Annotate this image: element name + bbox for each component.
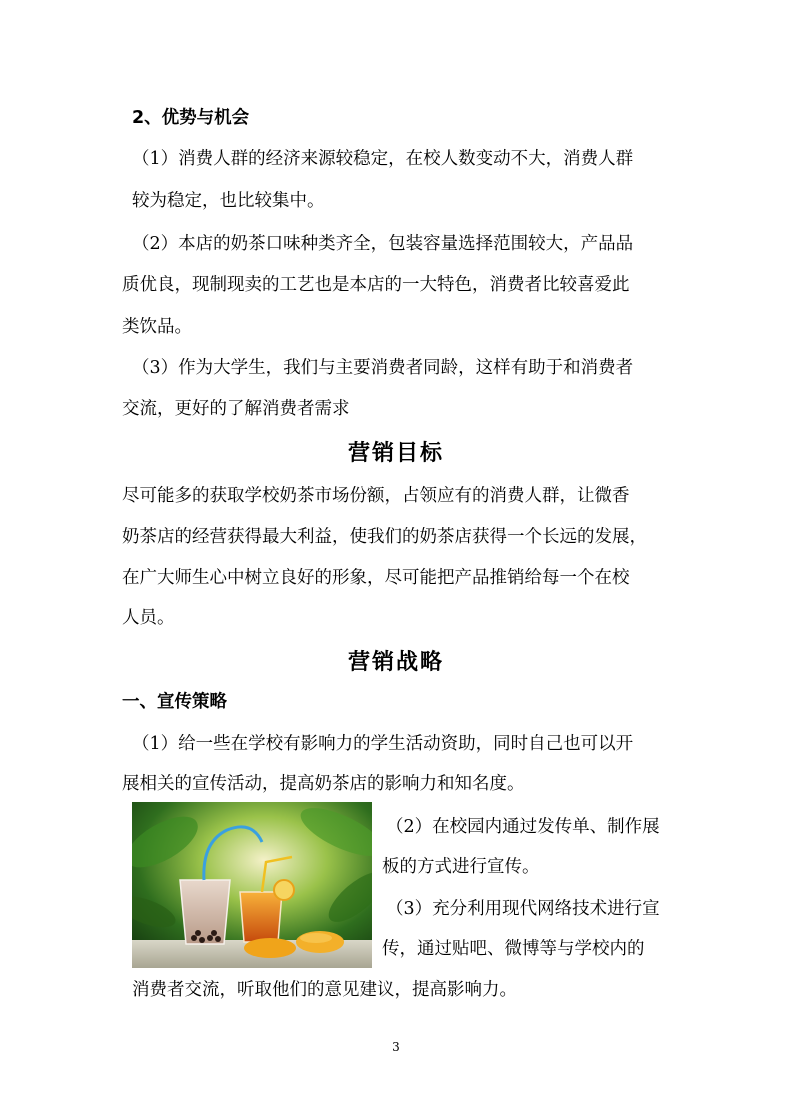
paragraph-line: （3）充分利用现代网络技术进行宣 [386,899,660,919]
paragraph-line: 消费者交流，听取他们的意见建议，提高影响力。 [132,980,517,1000]
page-number: 3 [392,1040,400,1054]
paragraph-line: 人员。 [122,608,175,628]
paragraph-line: 质优良，现制现卖的工艺也是本店的一大特色，消费者比较喜爱此 [122,275,630,295]
paragraph-line: （3）作为大学生，我们与主要消费者同龄，这样有助于和消费者 [132,358,634,378]
paragraph-line: （2）在校园内通过发传单、制作展 [386,817,660,837]
section-title-marketing-goal: 营销目标 [347,440,444,466]
paragraph-line: 在广大师生心中树立良好的形象，尽可能把产品推销给每一个在校 [122,568,630,588]
paragraph-line: 传，通过贴吧、微博等与学校内的 [382,939,645,959]
paragraph-line: （2）本店的奶茶口味种类齐全，包装容量选择范围较大，产品品 [132,234,634,254]
section-title-marketing-strategy: 营销战略 [347,649,444,675]
paragraph-line: （1）消费人群的经济来源较稳定，在校人数变动不大，消费人群 [132,149,634,169]
paragraph-line: 板的方式进行宣传。 [382,857,540,877]
paragraph-line: 类饮品。 [122,317,192,337]
milk-tea-photo [132,802,372,968]
paragraph-line: 尽可能多的获取学校奶茶市场份额，占领应有的消费人群，让微香 [122,486,630,506]
paragraph-line: 奶茶店的经营获得最大利益，使我们的奶茶店获得一个长远的发展， [122,527,647,547]
paragraph-line: 较为稳定，也比较集中。 [132,191,325,211]
section-heading-promotion: 一、宣传策略 [122,692,227,712]
paragraph-line: 展相关的宣传活动，提高奶茶店的影响力和知名度。 [122,774,525,794]
section-heading-advantages: 2、优势与机会 [132,108,250,128]
paragraph-line: 交流，更好的了解消费者需求 [122,399,350,419]
paragraph-line: （1）给一些在学校有影响力的学生活动资助，同时自己也可以开 [132,734,634,754]
